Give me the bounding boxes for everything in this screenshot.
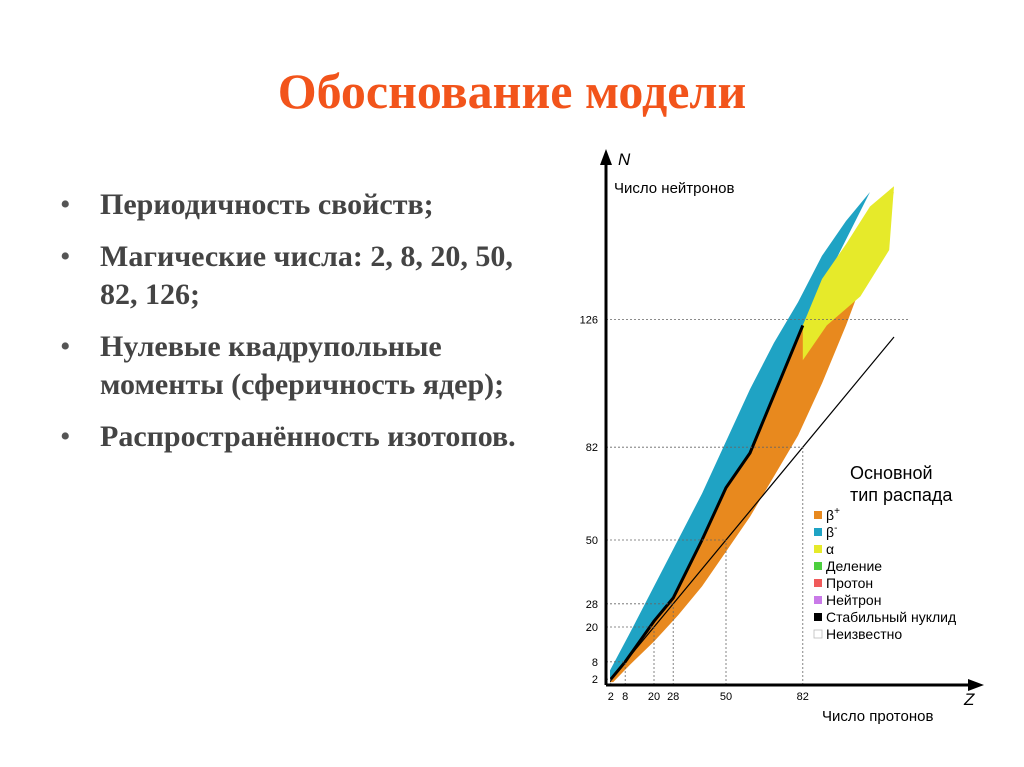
legend-label-proton: Протон <box>826 575 874 591</box>
bullet-dot-icon: • <box>60 330 71 363</box>
x-axis-symbol: Z <box>964 690 975 709</box>
bullet-dot-icon: • <box>60 188 71 221</box>
x-tick-label: 50 <box>719 691 733 703</box>
legend-label-beta_minus: β- <box>826 523 838 540</box>
legend-label-unknown: Неизвестно <box>826 626 903 642</box>
bullet-item <box>60 328 530 404</box>
legend-swatch-unknown <box>814 630 822 638</box>
legend-swatch-neutron <box>814 596 822 604</box>
bullet-item <box>60 238 530 314</box>
legend-label-alpha: α <box>826 541 835 557</box>
bullet-item <box>60 186 530 224</box>
legend-title-line-2: тип распада <box>850 485 953 505</box>
x-tick-label: 20 <box>647 691 661 703</box>
legend-swatch-alpha <box>814 545 822 553</box>
y-tick-label: 50 <box>585 535 598 547</box>
y-tick-label: 20 <box>585 622 598 634</box>
bullet-text: Периодичность свойств; <box>100 188 434 221</box>
y-axis-arrow-icon <box>600 149 612 165</box>
legend-swatch-fission <box>814 562 822 570</box>
x-axis-label: Число протонов <box>822 708 934 725</box>
x-tick-label: 8 <box>622 691 629 703</box>
slide-title: Обоснование модели <box>277 63 747 119</box>
legend-swatch-beta_minus <box>814 528 822 536</box>
y-axis-label: Число нейтронов <box>614 180 735 197</box>
y-tick-label: 28 <box>585 598 598 611</box>
legend-swatch-proton <box>814 579 822 587</box>
bullet-dot-icon: • <box>60 240 71 273</box>
y-tick-label: 2 <box>591 674 598 687</box>
y-tick-label: 8 <box>591 656 598 669</box>
bullet-text: Магические числа: 2, 8, 20, 50, 82, 126; <box>100 240 513 311</box>
bullet-text: Нулевые квадрупольные моменты (сферичность ядер); <box>100 330 505 401</box>
legend-label-fission: Деление <box>826 558 883 574</box>
x-tick-label: 28 <box>667 691 680 703</box>
x-tick-label: 2 <box>607 691 614 703</box>
nuclide-chart <box>560 145 1000 735</box>
legend-title-line-1: Основной <box>850 463 933 483</box>
legend-label-beta_plus: β+ <box>826 506 840 523</box>
bullet-item <box>60 418 530 456</box>
y-axis-symbol: N <box>618 150 631 169</box>
legend-label-stable: Стабильный нуклид <box>826 609 957 625</box>
y-tick-label: 126 <box>579 314 598 327</box>
legend-label-neutron: Нейтрон <box>826 592 882 608</box>
x-tick-label: 82 <box>796 691 809 703</box>
bullet-list <box>60 186 530 470</box>
legend-swatch-stable <box>814 613 822 621</box>
bullet-text: Распространённость изотопов. <box>100 420 516 453</box>
y-tick-label: 82 <box>585 442 598 455</box>
bullet-dot-icon: • <box>60 420 71 453</box>
legend-swatch-beta_plus <box>814 511 822 519</box>
